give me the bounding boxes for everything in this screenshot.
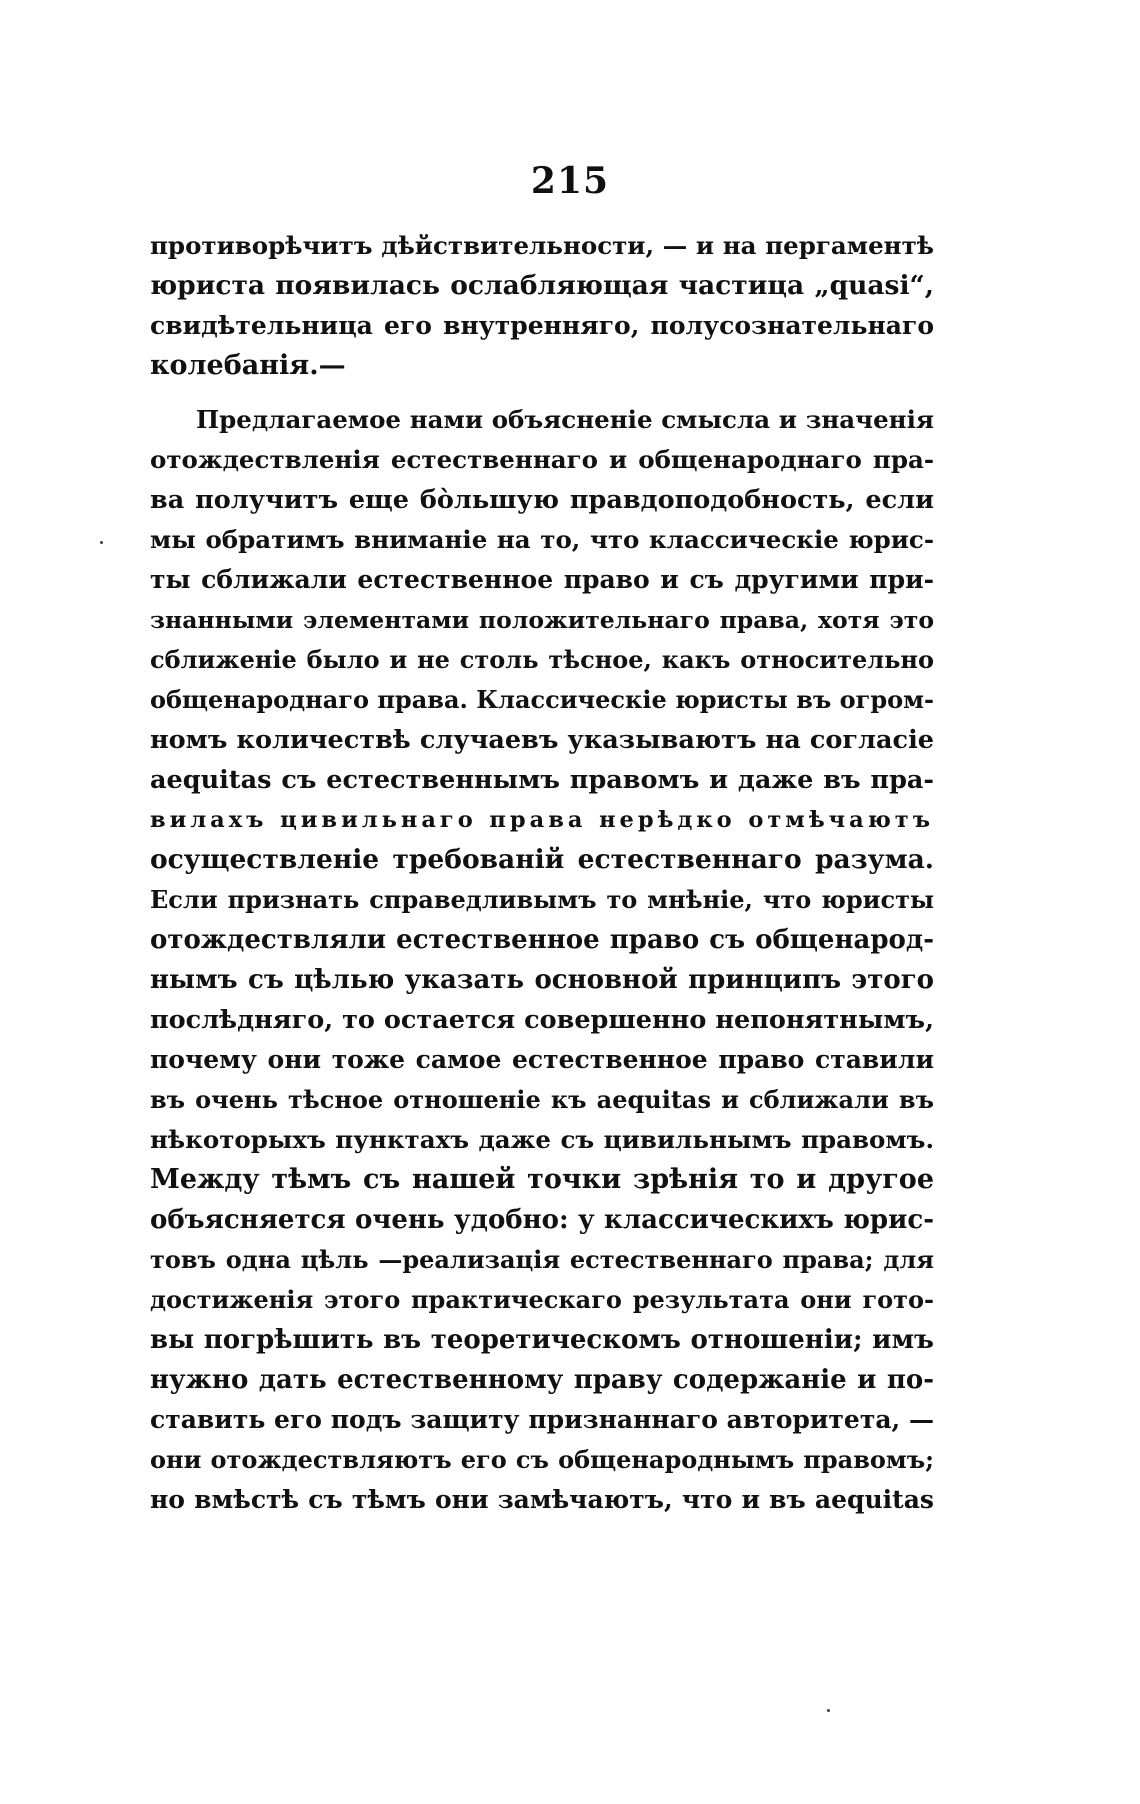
text-line: они отождествляютъ его съ общенароднымъ правомъ; xyxy=(150,1445,934,1474)
text-line: вы погрѣшить въ теоретическомъ отношеніи; имъ xyxy=(150,1325,934,1355)
text-line: Предлагаемое нами объясненіе смысла и значенія xyxy=(196,405,934,434)
text-line: юриста появилась ослабляющая частица „quasi“, xyxy=(150,270,934,301)
text-line: ставить его подъ защиту признаннаго авторитета, — xyxy=(150,1405,934,1434)
paragraph-1 xyxy=(150,226,934,386)
paragraph-2 xyxy=(150,400,934,1520)
body-text xyxy=(150,226,934,1520)
page-number: 215 xyxy=(530,160,610,202)
text-line: но вмѣстѣ съ тѣмъ они замѣчаютъ, что и въ aequitas xyxy=(150,1485,934,1514)
text-line: нужно дать естественному праву содержаніе и по- xyxy=(150,1365,934,1395)
text-line: въ очень тѣсное отношеніе къ aequitas и сближали въ xyxy=(150,1085,934,1114)
text-line: колебанія.— xyxy=(150,350,346,381)
text-line: мы обратимъ вниманіе на то, что классическіе юрис- xyxy=(150,525,934,554)
text-line: отождествляли естественное право съ общенарод- xyxy=(150,925,934,955)
scan-speck xyxy=(100,541,103,544)
text-line: ты сближали естественное право и съ другими при- xyxy=(150,565,934,594)
text-line: номъ количествѣ случаевъ указываютъ на согласіе xyxy=(150,725,934,755)
text-line: aequitas съ естественнымъ правомъ и даже въ пра- xyxy=(150,765,934,795)
text-line: отождествленія естественнаго и общенароднаго пра- xyxy=(150,445,934,474)
text-line: противорѣчитъ дѣйствительности, — и на пергаментѣ xyxy=(150,231,934,260)
text-line: свидѣтельница его внутренняго, полусознательнаго xyxy=(150,311,934,340)
scan-speck xyxy=(827,1709,830,1712)
text-line: вилахъ цивильнаго права нерѣдко отмѣчаютъ xyxy=(150,807,934,833)
text-line: ва получитъ еще бо̀льшую правдоподобность, если xyxy=(150,485,934,515)
text-line: общенароднаго права. Классическіе юристы въ огром- xyxy=(150,685,934,714)
text-line: нымъ съ цѣлью указать основной принципъ этого xyxy=(150,965,934,995)
text-line: объясняется очень удобно: у классическихъ юрис- xyxy=(150,1205,934,1235)
text-line: осуществленіе требованій естественнаго разума. xyxy=(150,844,934,875)
paragraph-gap xyxy=(150,386,934,400)
text-line: сближеніе было и не столь тѣсное, какъ относительно xyxy=(150,645,934,674)
text-line: нѣкоторыхъ пунктахъ даже съ цивильнымъ правомъ. xyxy=(150,1125,934,1154)
text-line: Если признать справедливымъ то мнѣніе, что юристы xyxy=(150,885,934,914)
text-line: знанными элементами положительнаго права, хотя это xyxy=(150,606,934,634)
text-line: Между тѣмъ съ нашей точки зрѣнія то и другое xyxy=(150,1164,934,1195)
text-line: товъ одна цѣль —реализація естественнаго права; для xyxy=(150,1245,934,1274)
text-line: послѣдняго, то остается совершенно непонятнымъ, xyxy=(150,1005,934,1035)
text-line: почему они тоже самое естественное право ставили xyxy=(150,1045,934,1074)
text-line: достиженія этого практическаго результата они гото- xyxy=(150,1285,934,1314)
